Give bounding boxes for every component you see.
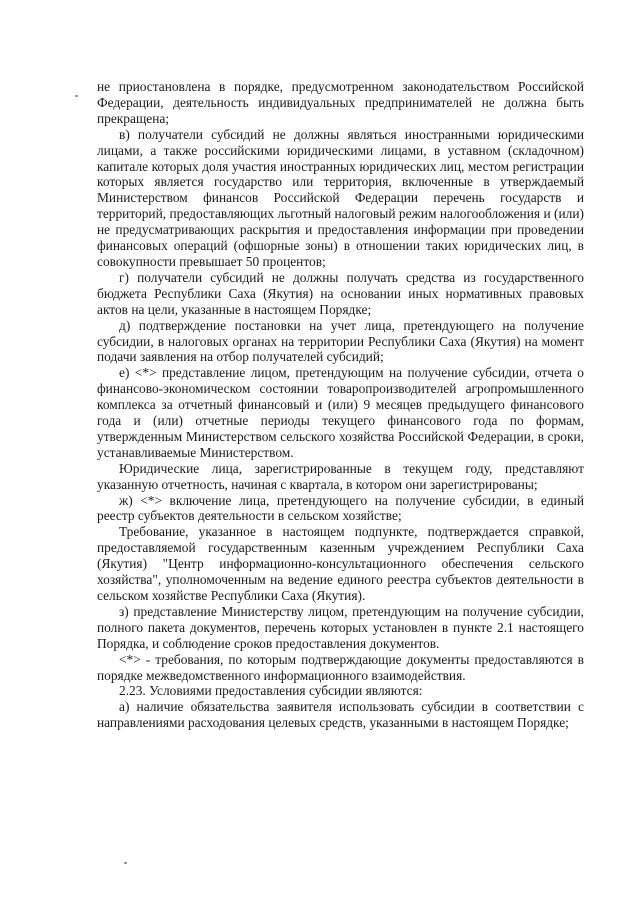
paragraph-item-d: д) подтверждение постановки на учет лица, претендующего на получение субсидии, в налоговых органах на территории Республики Саха (Якутия) на момент подачи заявления на отбор получателей субсидий; (97, 317, 584, 365)
paragraph-section-2-23: 2.23. Условиями предоставления субсидии являются: (119, 683, 423, 699)
scan-speck (124, 862, 127, 864)
scan-speck (75, 95, 78, 97)
paragraph-legal-entities: Юридические лица, зарегистрированные в текущем году, представляют указанную отчетность, начиная с квартала, в котором они зарегистрированы; (97, 460, 584, 492)
paragraph-item-v: в) получатели субсидий не должны являться иностранными юридическими лицами, а также российскими юридическими лицами, в уставном (складочном) капитале которых доля участия иностранных юридических лиц, местом регистрации которых является государство или территория, включенные в утверждаемый Министерством финансов Российской Федерации перечень государств и территорий, предоставляющих льготный налоговый режим налогообложения и (или) не предусматривающих раскрытия и предоставления информации при проведении финансовых операций (офшорные зоны) в отношении таких юридических лиц, в совокупности превышает 50 процентов; (97, 126, 584, 269)
paragraph-item-zh: ж) <*> включение лица, претендующего на получение субсидии, в единый реестр субъектов деятельности в сельском хозяйстве; (97, 492, 584, 524)
document-body (97, 79, 584, 731)
paragraph-item-a: а) наличие обязательства заявителя использовать субсидии в соответствии с направлениями расходования целевых средств, указанными в настоящем Порядке; (97, 699, 584, 731)
paragraph-item-g: г) получатели субсидий не должны получать средства из государственного бюджета Республики Саха (Якутия) на основании иных нормативных правовых актов на цели, указанные в настоящем Порядке; (97, 269, 584, 317)
paragraph-continuation: не приостановлена в порядке, предусмотренном законодательством Российской Федерации, деятельность индивидуальных предпринимателей не должна быть прекращена; (97, 79, 584, 126)
paragraph-item-e: е) <*> представление лицом, претендующим на получение субсидии, отчета о финансово-экономическом состоянии товаропроизводителей агропромышленного комплекса за отчетный финансовый и (или) 9 месяцев предыдущего финансового года и (или) отчетные периоды текущего финансового года по формам, утвержденным Министерством сельского хозяйства Российской Федерации, в сроки, устанавливаемые Министерством. (97, 365, 584, 460)
paragraph-requirement: Требование, указанное в настоящем подпункте, подтверждается справкой, предоставляемой государственным казенным учреждением Республики Саха (Якутия) "Центр информационно-консультационного обеспечения сельского хозяйства", уполномоченным на ведение единого реестра субъектов деятельности в сельском хозяйстве Республики Саха (Якутия). (97, 524, 584, 603)
paragraph-footnote: <*> - требования, по которым подтверждающие документы предоставляются в порядке межведомственного информационного взаимодействия. (97, 651, 584, 683)
paragraph-item-z: з) представление Министерству лицом, претендующим на получение субсидии, полного пакета документов, перечень которых установлен в пункте 2.1 настоящего Порядка, и соблюдение сроков предоставления документов. (97, 603, 584, 651)
